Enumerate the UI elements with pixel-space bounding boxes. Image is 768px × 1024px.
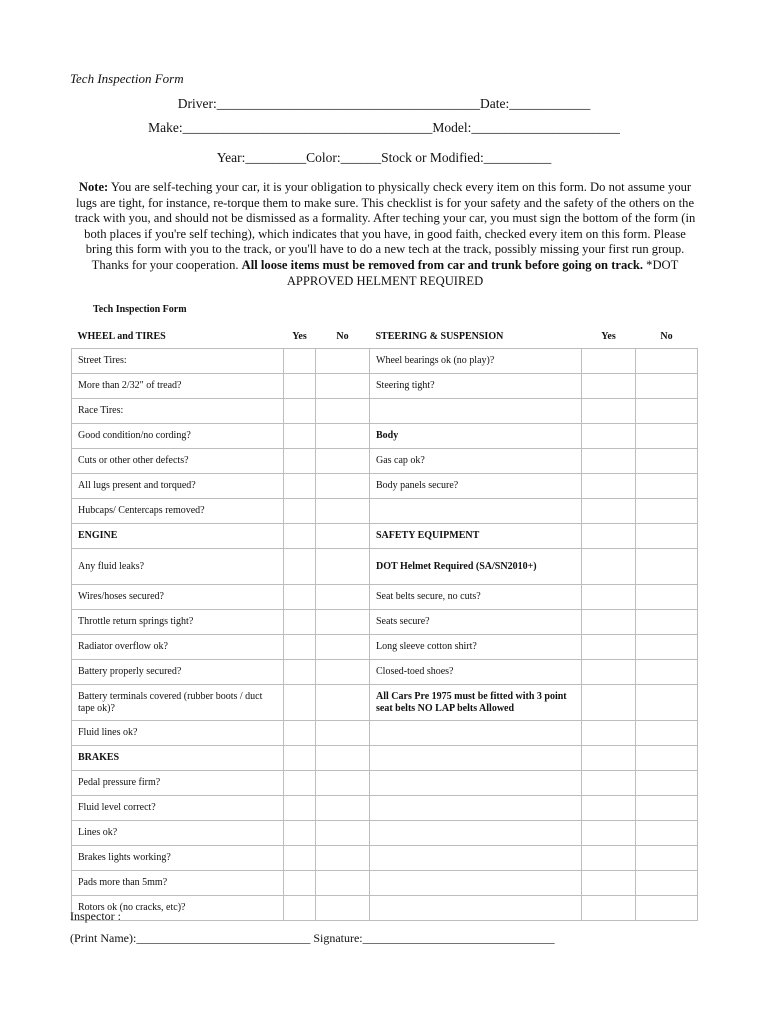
table-title: Tech Inspection Form bbox=[93, 304, 187, 315]
table-row bbox=[72, 660, 698, 685]
no-checkbox-left[interactable] bbox=[316, 821, 370, 846]
yes-checkbox-right[interactable] bbox=[582, 871, 636, 896]
yes-checkbox-left[interactable] bbox=[284, 846, 316, 871]
note-label: Note: bbox=[78, 180, 109, 194]
item-right: All Cars Pre 1975 must be fitted with 3 point seat belts NO LAP belts Allowed bbox=[370, 685, 582, 721]
yes-checkbox-left[interactable] bbox=[284, 399, 316, 424]
header-no: No bbox=[336, 330, 349, 342]
no-checkbox-right[interactable] bbox=[636, 685, 698, 721]
table-row bbox=[72, 424, 698, 449]
table-row bbox=[72, 474, 698, 499]
no-checkbox-left[interactable] bbox=[316, 585, 370, 610]
item-left: Brakes lights working? bbox=[72, 846, 284, 871]
table-row bbox=[72, 635, 698, 660]
helmet-requirement: *DOT APPROVED HELMENT REQUIRED bbox=[286, 257, 679, 288]
item-left: Rotors ok (no cracks, etc)? bbox=[72, 896, 284, 921]
table-row bbox=[72, 374, 698, 399]
item-left: All lugs present and torqued? bbox=[72, 474, 284, 499]
item-right: Body panels secure? bbox=[370, 474, 582, 499]
no-checkbox-right[interactable] bbox=[636, 846, 698, 871]
item-right bbox=[370, 796, 582, 821]
no-checkbox-left[interactable] bbox=[316, 524, 370, 549]
no-checkbox-right[interactable] bbox=[636, 449, 698, 474]
no-checkbox-left[interactable] bbox=[316, 499, 370, 524]
item-left: Hubcaps/ Centercaps removed? bbox=[72, 499, 284, 524]
item-right bbox=[370, 821, 582, 846]
inspector-label: Inspector : bbox=[70, 909, 121, 923]
item-left: Pads more than 5mm? bbox=[72, 871, 284, 896]
yes-checkbox-left[interactable] bbox=[284, 796, 316, 821]
yes-checkbox-left[interactable] bbox=[284, 660, 316, 685]
no-checkbox-left[interactable] bbox=[316, 349, 370, 374]
item-right: Seat belts secure, no cuts? bbox=[370, 585, 582, 610]
no-checkbox-right[interactable] bbox=[636, 871, 698, 896]
yes-checkbox-right[interactable] bbox=[582, 896, 636, 921]
no-checkbox-left[interactable] bbox=[316, 660, 370, 685]
no-checkbox-left[interactable] bbox=[316, 896, 370, 921]
no-checkbox-right[interactable] bbox=[636, 660, 698, 685]
no-checkbox-right[interactable] bbox=[636, 549, 698, 585]
item-right: Wheel bearings ok (no play)? bbox=[370, 349, 582, 374]
item-right: SAFETY EQUIPMENT bbox=[370, 524, 582, 549]
table-row bbox=[72, 821, 698, 846]
yes-checkbox-left[interactable] bbox=[284, 871, 316, 896]
yes-checkbox-right[interactable] bbox=[582, 721, 636, 746]
yes-checkbox-right[interactable] bbox=[582, 585, 636, 610]
item-right: Gas cap ok? bbox=[370, 449, 582, 474]
table-row bbox=[72, 349, 698, 374]
no-checkbox-left[interactable] bbox=[316, 474, 370, 499]
yes-checkbox-left[interactable] bbox=[284, 449, 316, 474]
table-row bbox=[72, 524, 698, 549]
header-steering-suspension: STEERING & SUSPENSION bbox=[375, 330, 504, 342]
inspection-table bbox=[71, 325, 698, 921]
item-left: Wires/hoses secured? bbox=[72, 585, 284, 610]
yes-checkbox-left[interactable] bbox=[284, 896, 316, 921]
item-left: BRAKES bbox=[72, 746, 284, 771]
no-checkbox-right[interactable] bbox=[636, 585, 698, 610]
no-checkbox-left[interactable] bbox=[316, 685, 370, 721]
yes-checkbox-left[interactable] bbox=[284, 374, 316, 399]
item-right bbox=[370, 846, 582, 871]
yes-checkbox-left[interactable] bbox=[284, 771, 316, 796]
item-left: Pedal pressure firm? bbox=[72, 771, 284, 796]
yes-checkbox-right[interactable] bbox=[582, 549, 636, 585]
yes-checkbox-left[interactable] bbox=[284, 524, 316, 549]
yes-checkbox-left[interactable] bbox=[284, 424, 316, 449]
table-row bbox=[72, 771, 698, 796]
no-checkbox-left[interactable] bbox=[316, 549, 370, 585]
note-body: You are self-teching your car, it is your obligation to physically check every item on this form. Do not assume your lugs are tight, for instance, re-torque them to make sure. This checklist is for your safety and the safety of the others on the track with you, and should not be dismissed as a formality. After teching your car, you must sign the bottom of the form (in both places if you're self teching), which indicates that you have, in good faith, checked every item on this form. Please bring this form with you to the track, or you'll have to do a new tech at the track, possibly missing your first run group. Thanks for your cooperation. bbox=[74, 180, 696, 272]
yes-checkbox-right[interactable] bbox=[582, 771, 636, 796]
item-left: ENGINE bbox=[72, 524, 284, 549]
item-left: Battery terminals covered (rubber boots / duct tape ok)? bbox=[72, 685, 284, 721]
header-no-right: No bbox=[660, 330, 673, 342]
no-checkbox-right[interactable] bbox=[636, 746, 698, 771]
item-left: Throttle return springs tight? bbox=[72, 610, 284, 635]
item-right bbox=[370, 871, 582, 896]
item-right bbox=[370, 399, 582, 424]
no-checkbox-left[interactable] bbox=[316, 424, 370, 449]
no-checkbox-left[interactable] bbox=[316, 610, 370, 635]
no-checkbox-right[interactable] bbox=[636, 796, 698, 821]
yes-checkbox-right[interactable] bbox=[582, 474, 636, 499]
yes-checkbox-left[interactable] bbox=[284, 499, 316, 524]
no-checkbox-right[interactable] bbox=[636, 610, 698, 635]
item-left: Radiator overflow ok? bbox=[72, 635, 284, 660]
item-left: Good condition/no cording? bbox=[72, 424, 284, 449]
table-row bbox=[72, 585, 698, 610]
table-row bbox=[72, 499, 698, 524]
no-checkbox-right[interactable] bbox=[636, 474, 698, 499]
no-checkbox-left[interactable] bbox=[316, 746, 370, 771]
yes-checkbox-left[interactable] bbox=[284, 721, 316, 746]
table-row bbox=[72, 549, 698, 585]
item-right: DOT Helmet Required (SA/SN2010+) bbox=[370, 549, 582, 585]
yes-checkbox-right[interactable] bbox=[582, 660, 636, 685]
document-title: Tech Inspection Form bbox=[70, 71, 184, 86]
yes-checkbox-left[interactable] bbox=[284, 821, 316, 846]
table-row bbox=[72, 871, 698, 896]
item-right bbox=[370, 771, 582, 796]
item-right: Body bbox=[370, 424, 582, 449]
table-row bbox=[72, 610, 698, 635]
yes-checkbox-right[interactable] bbox=[582, 746, 636, 771]
no-checkbox-left[interactable] bbox=[316, 846, 370, 871]
yes-checkbox-right[interactable] bbox=[582, 821, 636, 846]
no-checkbox-right[interactable] bbox=[636, 349, 698, 374]
header-yes-right: Yes bbox=[601, 330, 616, 342]
table-row bbox=[72, 721, 698, 746]
yes-checkbox-left[interactable] bbox=[284, 635, 316, 660]
year-color-stock-line: Year:_________Color:______Stock or Modified:__________ bbox=[216, 150, 552, 165]
yes-checkbox-right[interactable] bbox=[582, 399, 636, 424]
no-checkbox-right[interactable] bbox=[636, 771, 698, 796]
yes-checkbox-right[interactable] bbox=[582, 424, 636, 449]
no-checkbox-left[interactable] bbox=[316, 771, 370, 796]
table-row bbox=[72, 449, 698, 474]
yes-checkbox-left[interactable] bbox=[284, 549, 316, 585]
no-checkbox-left[interactable] bbox=[316, 635, 370, 660]
yes-checkbox-right[interactable] bbox=[582, 349, 636, 374]
yes-checkbox-left[interactable] bbox=[284, 610, 316, 635]
item-right bbox=[370, 746, 582, 771]
driver-date-line: Driver:_______________________________________Date:____________ bbox=[177, 96, 591, 111]
item-right: Closed-toed shoes? bbox=[370, 660, 582, 685]
make-model-line: Make:_____________________________________Model:______________________ bbox=[148, 120, 620, 135]
yes-checkbox-right[interactable] bbox=[582, 374, 636, 399]
item-left: Street Tires: bbox=[72, 349, 284, 374]
no-checkbox-left[interactable] bbox=[316, 399, 370, 424]
item-left: Fluid lines ok? bbox=[72, 721, 284, 746]
no-checkbox-left[interactable] bbox=[316, 871, 370, 896]
no-checkbox-right[interactable] bbox=[636, 635, 698, 660]
item-right: Steering tight? bbox=[370, 374, 582, 399]
table-row bbox=[72, 746, 698, 771]
yes-checkbox-right[interactable] bbox=[582, 796, 636, 821]
no-checkbox-left[interactable] bbox=[316, 374, 370, 399]
item-left: Lines ok? bbox=[72, 821, 284, 846]
table-row bbox=[72, 846, 698, 871]
no-checkbox-right[interactable] bbox=[636, 499, 698, 524]
table-header-row bbox=[72, 325, 698, 349]
yes-checkbox-right[interactable] bbox=[582, 524, 636, 549]
yes-checkbox-left[interactable] bbox=[284, 474, 316, 499]
table-row bbox=[72, 685, 698, 721]
no-checkbox-right[interactable] bbox=[636, 399, 698, 424]
print-name-signature-line: (Print Name):_____________________________ Signature:________________________________ bbox=[70, 931, 555, 945]
table-row bbox=[72, 399, 698, 424]
no-checkbox-right[interactable] bbox=[636, 424, 698, 449]
header-yes: Yes bbox=[292, 330, 307, 342]
yes-checkbox-right[interactable] bbox=[582, 685, 636, 721]
yes-checkbox-left[interactable] bbox=[284, 746, 316, 771]
item-left: Cuts or other other defects? bbox=[72, 449, 284, 474]
item-right bbox=[370, 721, 582, 746]
no-checkbox-right[interactable] bbox=[636, 524, 698, 549]
item-right bbox=[370, 499, 582, 524]
item-left: Race Tires: bbox=[72, 399, 284, 424]
no-checkbox-left[interactable] bbox=[316, 796, 370, 821]
item-right: Long sleeve cotton shirt? bbox=[370, 635, 582, 660]
yes-checkbox-right[interactable] bbox=[582, 635, 636, 660]
no-checkbox-right[interactable] bbox=[636, 721, 698, 746]
item-left: Fluid level correct? bbox=[72, 796, 284, 821]
note-bold-warning: All loose items must be removed from car and trunk before going on track. bbox=[241, 257, 644, 272]
no-checkbox-right[interactable] bbox=[636, 821, 698, 846]
note-paragraph bbox=[74, 180, 696, 289]
item-left: Any fluid leaks? bbox=[72, 549, 284, 585]
item-right: Seats secure? bbox=[370, 610, 582, 635]
no-checkbox-left[interactable] bbox=[316, 449, 370, 474]
no-checkbox-right[interactable] bbox=[636, 374, 698, 399]
yes-checkbox-right[interactable] bbox=[582, 499, 636, 524]
item-right bbox=[370, 896, 582, 921]
no-checkbox-right[interactable] bbox=[636, 896, 698, 921]
item-left: More than 2/32" of tread? bbox=[72, 374, 284, 399]
yes-checkbox-right[interactable] bbox=[582, 846, 636, 871]
yes-checkbox-right[interactable] bbox=[582, 610, 636, 635]
yes-checkbox-left[interactable] bbox=[284, 585, 316, 610]
yes-checkbox-left[interactable] bbox=[284, 685, 316, 721]
header-wheel-tires: WHEEL and TIRES bbox=[77, 330, 166, 342]
yes-checkbox-right[interactable] bbox=[582, 449, 636, 474]
yes-checkbox-left[interactable] bbox=[284, 349, 316, 374]
table-row bbox=[72, 796, 698, 821]
table-row bbox=[72, 896, 698, 921]
no-checkbox-left[interactable] bbox=[316, 721, 370, 746]
item-left: Battery properly secured? bbox=[72, 660, 284, 685]
